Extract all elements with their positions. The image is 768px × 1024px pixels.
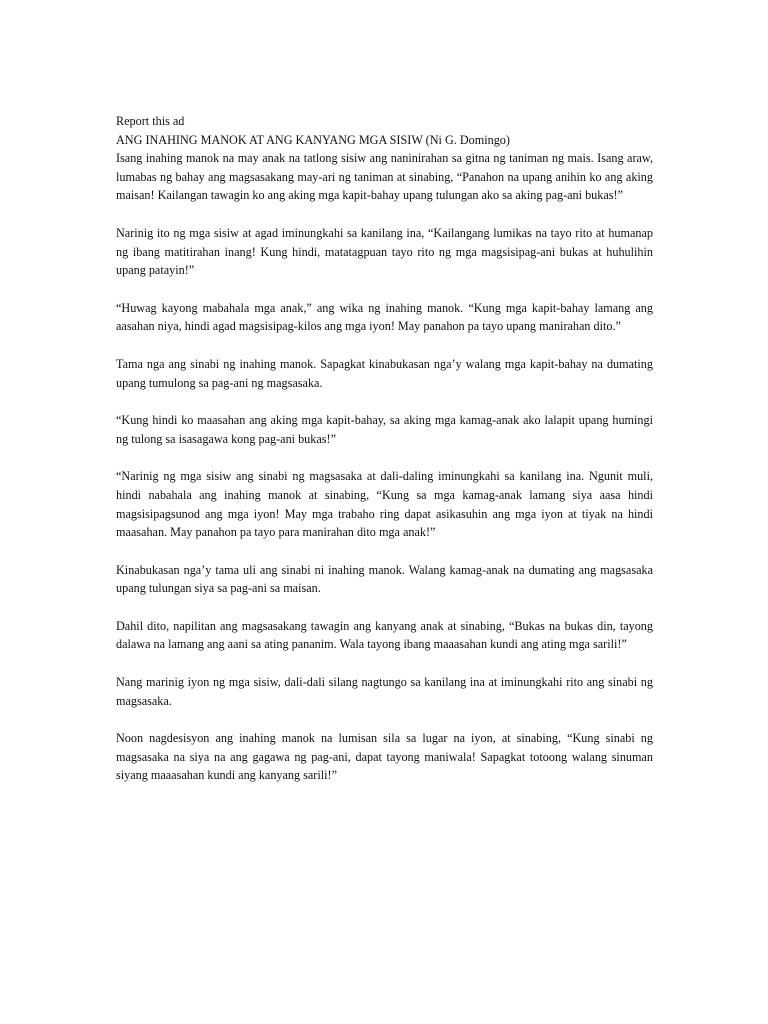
paragraph-1: Isang inahing manok na may anak na tatlong sisiw ang naninirahan sa gitna ng taniman ng mais. Isang araw, lumabas ng bahay ang magsasakang may-ari ng taniman at sinabing, “Panahon na upang anihin ko ang aking maisan! Kailangan tawagin ko ang aking mga kapit-bahay upang tulungan ako sa aking pag-ani bukas!” [116, 151, 653, 203]
paragraph-5: “Kung hindi ko maasahan ang aking mga kapit-bahay, sa aking mga kamag-anak ako lalapit upang humingi ng tulong sa isasagawa kong pag-ani bukas!” [116, 413, 653, 446]
paragraph-4: Tama nga ang sinabi ng inahing manok. Sapagkat kinabukasan nga’y walang mga kapit-bahay na dumating upang tumulong sa pag-ani ng magsasaka. [116, 356, 653, 390]
paragraph-9: Nang marinig iyon ng mga sisiw, dali-dali silang nagtungo sa kanilang ina at iminungkahi rito ang sinabi ng magsasaka. [116, 675, 653, 708]
story-title: ANG INAHING MANOK AT ANG KANYANG MGA SISIW (Ni G. Domingo) [116, 132, 510, 147]
paragraph-8: Dahil dito, napilitan ang magsasakang tawagin ang kanyang anak at sinabing, “Bukas na bukas din, tayong dalawa na lamang ang aani sa ating pananim. Wala tayong ibang maaasahan kundi ang ating mga sarili!” [116, 618, 653, 652]
document-page [116, 112, 653, 804]
paragraph-3: “Huwag kayong mabahala mga anak,” ang wika ng inahing manok. “Kung mga kapit-bahay lamang ang aasahan niya, hindi agad magsisipag-kilos ang mga iyon! May panahon pa tayo upang manirahan dito.” [116, 300, 653, 334]
paragraph-6: “Narinig ng mga sisiw ang sinabi ng magsasaka at dali-daling iminungkahi sa kanilang ina. Ngunit muli, hindi nabahala ang inahing manok at sinabing, “Kung sa mga kamag-anak lamang siya aasa hindi magsisipagsunod ang mga iyon! May mga trabaho ring dapat asikasuhin ang mga iyon at tiyak na hindi maasahan. May panahon pa tayo para manirahan dito mga anak!” [116, 469, 653, 540]
paragraph-10: Noon nagdesisyon ang inahing manok na lumisan sila sa lugar na iyon, at sinabing, “Kung sinabi ng magsasaka na siya na ang gagawa ng pag-ani, dapat tayong maniwala! Sapagkat totoong walang sinuman siyang maaasahan kundi ang kanyang sarili!” [116, 731, 653, 783]
paragraph-7: Kinabukasan nga’y tama uli ang sinabi ni inahing manok. Walang kamag-anak na dumating ang magsasaka upang tulungan siya sa pag-ani sa maisan. [116, 562, 653, 596]
paragraph-2: Narinig ito ng mga sisiw at agad iminungkahi sa kanilang ina, “Kailangang lumikas na tayo rito at humanap ng ibang matitirahan inang! Kung hindi, matatagpuan tayo rito ng mga magsisipag-ani bukas at huhulihin upang patayin!” [116, 225, 653, 278]
report-ad-link[interactable]: Report this ad [116, 114, 185, 128]
